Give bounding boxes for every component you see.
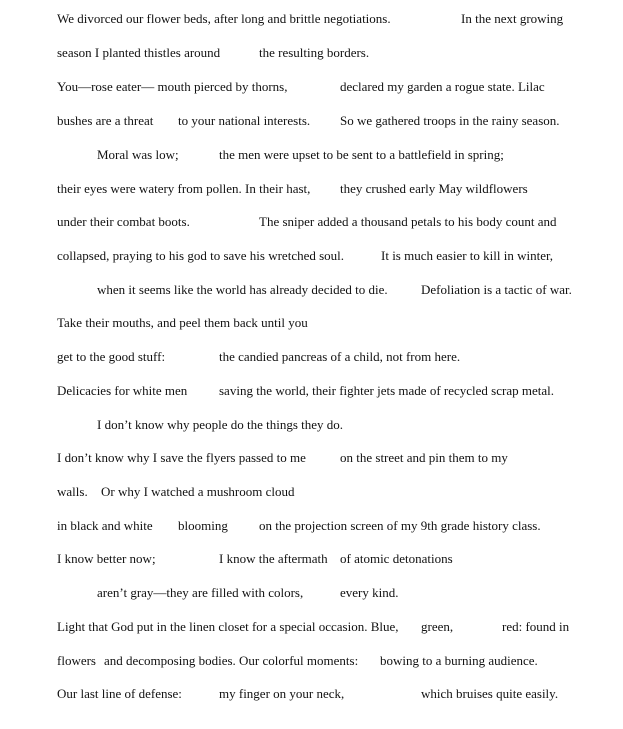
poem-text: So we gathered troops in the rainy season. xyxy=(340,113,560,128)
poem-text: walls. xyxy=(57,484,88,499)
poem-text: the men were upset to be sent to a battlefield in spring; xyxy=(219,147,504,162)
poem-text: the candied pancreas of a child, not from here. xyxy=(219,349,461,364)
poem-text: In the next growing xyxy=(461,11,564,26)
poem-text: We divorced our flower beds, after long and brittle negotiations. xyxy=(57,11,391,26)
poem-text: The sniper added a thousand petals to his body count and xyxy=(259,214,557,229)
poem-text: and decomposing bodies. Our colorful moments: xyxy=(104,653,359,668)
poem-text: collapsed, praying to his god to save his wretched soul. xyxy=(57,248,345,263)
poem-text: I know the aftermath xyxy=(219,551,328,566)
poem-line-18 xyxy=(0,584,623,602)
poem-line-20 xyxy=(0,652,623,670)
poem-text: on the street and pin them to my xyxy=(340,450,508,465)
poem-line-19 xyxy=(0,618,623,636)
poem-text: blooming xyxy=(178,518,228,533)
poem-line-11 xyxy=(0,348,623,366)
poem-line-2 xyxy=(0,44,623,62)
poem-text: red: found in xyxy=(502,619,570,634)
poem-line-21 xyxy=(0,685,623,703)
poem-text: the resulting borders. xyxy=(259,45,370,60)
poem-text: Take their mouths, and peel them back until you xyxy=(57,315,308,330)
poem-text: every kind. xyxy=(340,585,399,600)
poem-text: bushes are a threat xyxy=(57,113,154,128)
poem-text: Or why I watched a mushroom cloud xyxy=(101,484,295,499)
poem-text: Light that God put in the linen closet for a special occasion. Blue, xyxy=(57,619,399,634)
poem-line-15 xyxy=(0,483,623,501)
poem-text: green, xyxy=(421,619,454,634)
poem-line-7 xyxy=(0,213,623,231)
poem-text: to your national interests. xyxy=(178,113,311,128)
poem-text: declared my garden a rogue state. Lilac xyxy=(340,79,545,94)
poem-text: bowing to a burning audience. xyxy=(380,653,538,668)
poem-line-13 xyxy=(0,416,623,434)
poem-line-14 xyxy=(0,449,623,467)
poem-text: of atomic detonations xyxy=(340,551,453,566)
poem-text: get to the good stuff: xyxy=(57,349,166,364)
poem-text: I know better now; xyxy=(57,551,156,566)
poem-text: I don’t know why people do the things they do. xyxy=(97,417,344,432)
poem-line-3 xyxy=(0,78,623,96)
poem-text: You—rose eater— mouth pierced by thorns, xyxy=(57,79,288,94)
poem-text: aren’t gray—they are filled with colors, xyxy=(97,585,304,600)
poem-line-10 xyxy=(0,314,623,332)
poem-text: in black and white xyxy=(57,518,153,533)
poem-text: Moral was low; xyxy=(97,147,179,162)
poem-text: when it seems like the world has already decided to die. xyxy=(97,282,388,297)
poem-line-16 xyxy=(0,517,623,535)
poem-text: my finger on your neck, xyxy=(219,686,345,701)
poem-line-17 xyxy=(0,550,623,568)
poem-text: saving the world, their fighter jets made of recycled scrap metal. xyxy=(219,383,554,398)
poem-text: flowers xyxy=(57,653,96,668)
poem-text: their eyes were watery from pollen. In their hast, xyxy=(57,181,311,196)
poem-line-1 xyxy=(0,10,623,28)
poem-text: under their combat boots. xyxy=(57,214,190,229)
poem-text: Delicacies for white men xyxy=(57,383,188,398)
poem-line-9 xyxy=(0,281,623,299)
poem-text: season I planted thistles around xyxy=(57,45,221,60)
poem-text: It is much easier to kill in winter, xyxy=(381,248,554,263)
poem-line-8 xyxy=(0,247,623,265)
poem-text: which bruises quite easily. xyxy=(421,686,559,701)
poem-line-4 xyxy=(0,112,623,130)
poem-text: they crushed early May wildflowers xyxy=(340,181,528,196)
poem-line-5 xyxy=(0,146,623,164)
poem-text: Our last line of defense: xyxy=(57,686,182,701)
poem-text: Defoliation is a tactic of war. xyxy=(421,282,572,297)
poem-text: on the projection screen of my 9th grade history class. xyxy=(259,518,541,533)
poem-text: I don’t know why I save the flyers passed to me xyxy=(57,450,306,465)
poem-line-6 xyxy=(0,180,623,198)
poem-line-12 xyxy=(0,382,623,400)
